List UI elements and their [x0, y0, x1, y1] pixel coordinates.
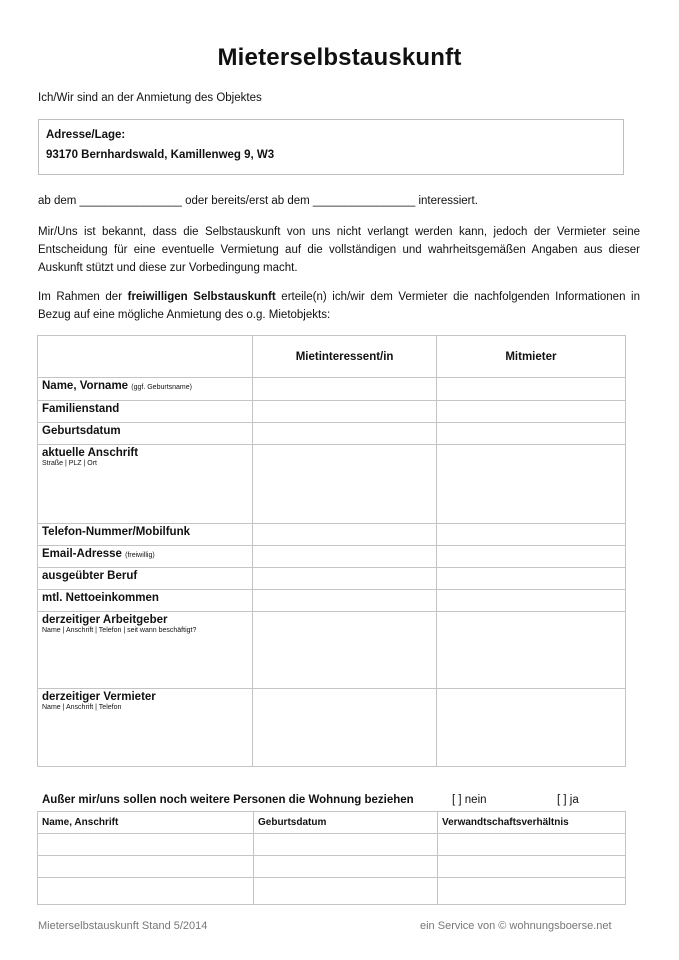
persons-header-name: Name, Anschrift: [38, 812, 254, 834]
address-value: 93170 Bernhardswald, Kamillenweg 9, W3: [46, 149, 275, 161]
label-family: [38, 401, 253, 423]
input-tenant-family[interactable]: [253, 401, 437, 423]
input-tenant-employer[interactable]: [253, 612, 437, 689]
input-cotenant-name[interactable]: [436, 378, 625, 401]
row-income: [38, 590, 626, 612]
label-job-text: ausgeübter Beruf: [42, 570, 138, 582]
person-name-input[interactable]: [38, 834, 254, 856]
input-tenant-landlord[interactable]: [253, 689, 437, 767]
person-relation-input[interactable]: [438, 834, 626, 856]
persons-table-header: [38, 812, 626, 834]
row-birth: [38, 423, 626, 445]
input-cotenant-address[interactable]: [436, 445, 625, 524]
label-employer-note: Name | Anschrift | Telefon | seit wann beschäftigt?: [42, 627, 197, 634]
input-cotenant-landlord[interactable]: [436, 689, 625, 767]
person-birth-input[interactable]: [254, 834, 438, 856]
person-relation-input[interactable]: [438, 878, 626, 905]
label-job: [38, 568, 253, 590]
label-address-text: aktuelle Anschrift: [42, 447, 139, 459]
person-name-input[interactable]: [38, 878, 254, 905]
label-birth: [38, 423, 253, 445]
label-phone-text: Telefon-Nummer/Mobilfunk: [42, 526, 191, 538]
row-phone: [38, 524, 626, 546]
paragraph-voluntary-start: Im Rahmen der: [38, 291, 128, 303]
persons-header-birth: Geburtsdatum: [254, 812, 438, 834]
footer-service: ein Service von © wohnungsboerse.net: [420, 920, 612, 932]
persons-row: [38, 856, 626, 878]
label-income: [38, 590, 253, 612]
label-name-text: Name, Vorname: [42, 380, 129, 392]
option-yes-checkbox[interactable]: [ ] ja: [557, 794, 579, 806]
input-tenant-name[interactable]: [253, 378, 437, 401]
label-address-note: Straße | PLZ | Ort: [42, 460, 97, 467]
persons-row: [38, 878, 626, 905]
row-employer: [38, 612, 626, 689]
input-cotenant-job[interactable]: [436, 568, 625, 590]
header-cotenant: Mitmieter: [436, 336, 625, 378]
paragraph-voluntary-end: erteile(n) ich/wir dem Vermieter die nachfolgenden Informationen in Bezug auf eine mögliche Anmietung des o.g. Mietobjekts:: [38, 291, 641, 321]
row-job: [38, 568, 626, 590]
option-no-checkbox[interactable]: [ ] nein: [452, 794, 487, 806]
header-tenant: Mietinteressent/in: [253, 336, 437, 378]
row-email: [38, 546, 626, 568]
label-income-text: mtl. Nettoeinkommen: [42, 592, 159, 604]
input-tenant-job[interactable]: [253, 568, 437, 590]
input-cotenant-employer[interactable]: [436, 612, 625, 689]
label-birth-text: Geburtsdatum: [42, 425, 121, 437]
input-tenant-email[interactable]: [253, 546, 437, 568]
label-employer-text: derzeitiger Arbeitgeber: [42, 614, 168, 626]
label-address: [38, 445, 253, 524]
additional-persons-question: Außer mir/uns sollen noch weitere Personen die Wohnung beziehen: [42, 794, 414, 806]
person-birth-input[interactable]: [254, 878, 438, 905]
input-cotenant-email[interactable]: [436, 546, 625, 568]
input-tenant-address[interactable]: [253, 445, 437, 524]
label-email-text: Email-Adresse: [42, 548, 122, 560]
paragraph-voluntary: [38, 288, 640, 324]
label-name: [38, 378, 253, 401]
persons-row: [38, 834, 626, 856]
input-tenant-phone[interactable]: [253, 524, 437, 546]
person-relation-input[interactable]: [438, 856, 626, 878]
row-address: [38, 445, 626, 524]
input-cotenant-family[interactable]: [436, 401, 625, 423]
address-label: Adresse/Lage:: [46, 129, 126, 141]
paragraph-voluntary-bold: freiwilligen Selbstauskunft: [127, 291, 276, 303]
address-box: [38, 119, 624, 175]
footer-version: Mieterselbstauskunft Stand 5/2014: [38, 920, 208, 932]
label-name-note: (ggf. Geburtsname): [131, 384, 192, 391]
intro-text: Ich/Wir sind an der Anmietung des Objektes: [38, 92, 262, 104]
applicant-table: [37, 335, 626, 767]
row-name: [38, 378, 626, 401]
header-empty-cell: [38, 336, 253, 378]
label-email-note: (freiwillig): [125, 552, 155, 559]
page-title: Mieterselbstauskunft: [217, 44, 462, 71]
input-cotenant-income[interactable]: [436, 590, 625, 612]
interest-line: ab dem ________________ oder bereits/erst ab dem ________________ interessiert.: [38, 195, 478, 207]
label-landlord-note: Name | Anschrift | Telefon: [42, 704, 122, 711]
label-employer: [38, 612, 253, 689]
input-tenant-birth[interactable]: [253, 423, 437, 445]
persons-header-relation: Verwandtschaftsverhältnis: [438, 812, 626, 834]
input-tenant-income[interactable]: [253, 590, 437, 612]
label-phone: [38, 524, 253, 546]
label-landlord-text: derzeitiger Vermieter: [42, 691, 156, 703]
persons-table: [37, 811, 626, 905]
person-name-input[interactable]: [38, 856, 254, 878]
row-landlord: [38, 689, 626, 767]
input-cotenant-phone[interactable]: [436, 524, 625, 546]
label-landlord: [38, 689, 253, 767]
paragraph-notice: Mir/Uns ist bekannt, dass die Selbstauskunft von uns nicht verlangt werden kann, jedoch der Vermieter seine Entscheidung für eine eventuelle Vermietung auf die vollständigen und wahrheitsgemäßen Angaben aus dieser Auskunft stützt und diese zur Vorbedingung macht.: [38, 226, 640, 274]
row-family: [38, 401, 626, 423]
person-birth-input[interactable]: [254, 856, 438, 878]
label-email: [38, 546, 253, 568]
input-cotenant-birth[interactable]: [436, 423, 625, 445]
applicant-table-header: [38, 336, 626, 378]
label-family-text: Familienstand: [42, 403, 120, 415]
